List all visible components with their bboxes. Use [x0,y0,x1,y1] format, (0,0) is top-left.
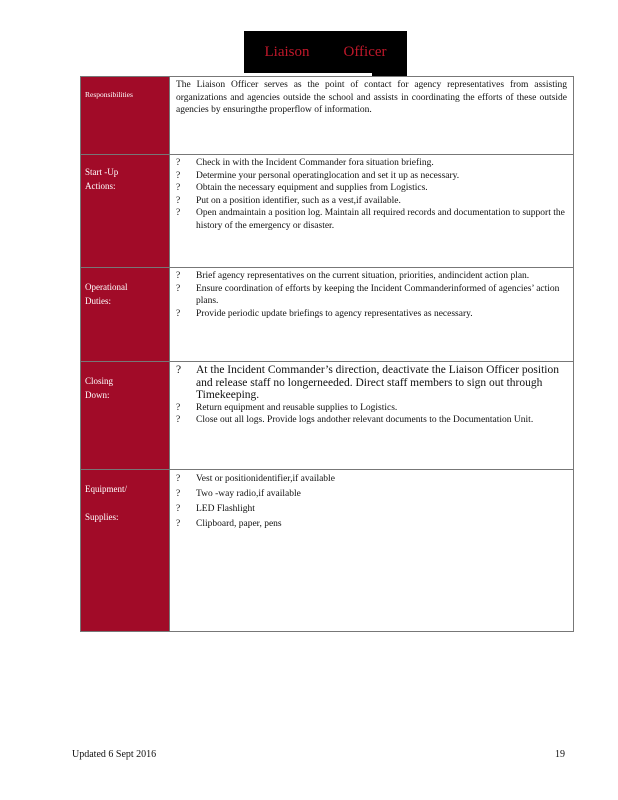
label-startup [81,155,170,268]
page-title [244,31,407,73]
label-text: Responsibilities [85,90,133,99]
list-item: ? Two -way radio,if available [176,487,567,502]
list-item: ? Open andmaintain a position log. Maintain all required records and documentation to support the history of the emergency or disaster. [176,208,565,231]
bullet-icon: ? [176,489,181,499]
bullet-icon: ? [176,170,181,181]
bullet-icon: ? [176,504,181,514]
label-equipment [81,470,170,632]
bullet-icon: ? [176,183,181,194]
label-responsibilities [81,77,170,155]
list-item: ? Close out all logs. Provide logs andother relevant documents to the Documentation Unit. [176,415,534,426]
bullet-icon: ? [176,519,181,529]
body-startup [170,155,574,268]
label-operational [81,268,170,362]
bullet-icon: ? [176,474,181,484]
bullet-icon: ? [176,415,181,426]
body-equipment [170,470,574,632]
bullet-icon: ? [176,195,181,206]
list-item: ? Vest or positionidentifier,if available [176,472,567,487]
list-item: ? Ensure coordination of efforts by keeping the Incident Commanderinformed of agencies’ action plans. [176,283,560,307]
label-closing [81,362,170,470]
responsibilities-text: The Liaison Officer serves as the point of contact for agency representatives from assisting organizations and agencies outside the school and assists in coordinating the efforts of these outside agencies by ensuringthe properflow of information. [176,80,567,116]
row-closing [81,362,574,470]
body-responsibilities [170,77,574,155]
bullet-icon: ? [176,364,182,376]
list-item: ? Return equipment and reusable supplies to Logistics. [176,402,398,413]
row-equipment [81,470,574,632]
bullet-icon: ? [176,158,181,168]
list-item: ? LED Flashlight [176,502,567,517]
body-operational [170,268,574,362]
body-closing [170,362,574,470]
list-item: ? Check in with the Incident Commander fora situation briefing. [176,158,434,168]
footer-updated: Updated 6 Sept 2016 [72,749,157,760]
list-item: ? Clipboard, paper, pens [176,517,567,532]
title-word-2: Officer [343,43,387,60]
list-item: ? At the Incident Commander’s direction, deactivate the Liaison Officer position and release staff no longerneeded. Direct staff members to sign out through Timekeeping. [176,364,559,402]
row-startup [81,155,574,268]
label-text: Closing Down: [85,376,114,400]
list-item: ? Brief agency representatives on the current situation, priorities, andincident action plan. [176,271,530,281]
bullet-icon: ? [176,308,181,319]
bullet-icon: ? [176,271,181,281]
row-responsibilities [81,77,574,155]
bullet-icon: ? [176,208,181,219]
list-item: ? Determine your personal operatinglocation and set it up as necessary. [176,170,460,181]
label-text: Operational Duties: [85,282,128,306]
bullet-icon: ? [176,402,181,413]
row-operational [81,268,574,362]
role-table [80,76,574,632]
page-number: 19 [555,749,565,760]
list-item: ? Provide periodic update briefings to agency representatives as necessary. [176,308,473,319]
title-word-1: Liaison [264,43,310,60]
bullet-icon: ? [176,283,181,294]
label-text: Equipment/ Supplies: [85,484,127,522]
label-text: Start -Up Actions: [85,167,119,191]
list-item: ? Put on a position identifier, such as a vest,if available. [176,195,401,206]
list-item: ? Obtain the necessary equipment and supplies from Logistics. [176,183,428,194]
